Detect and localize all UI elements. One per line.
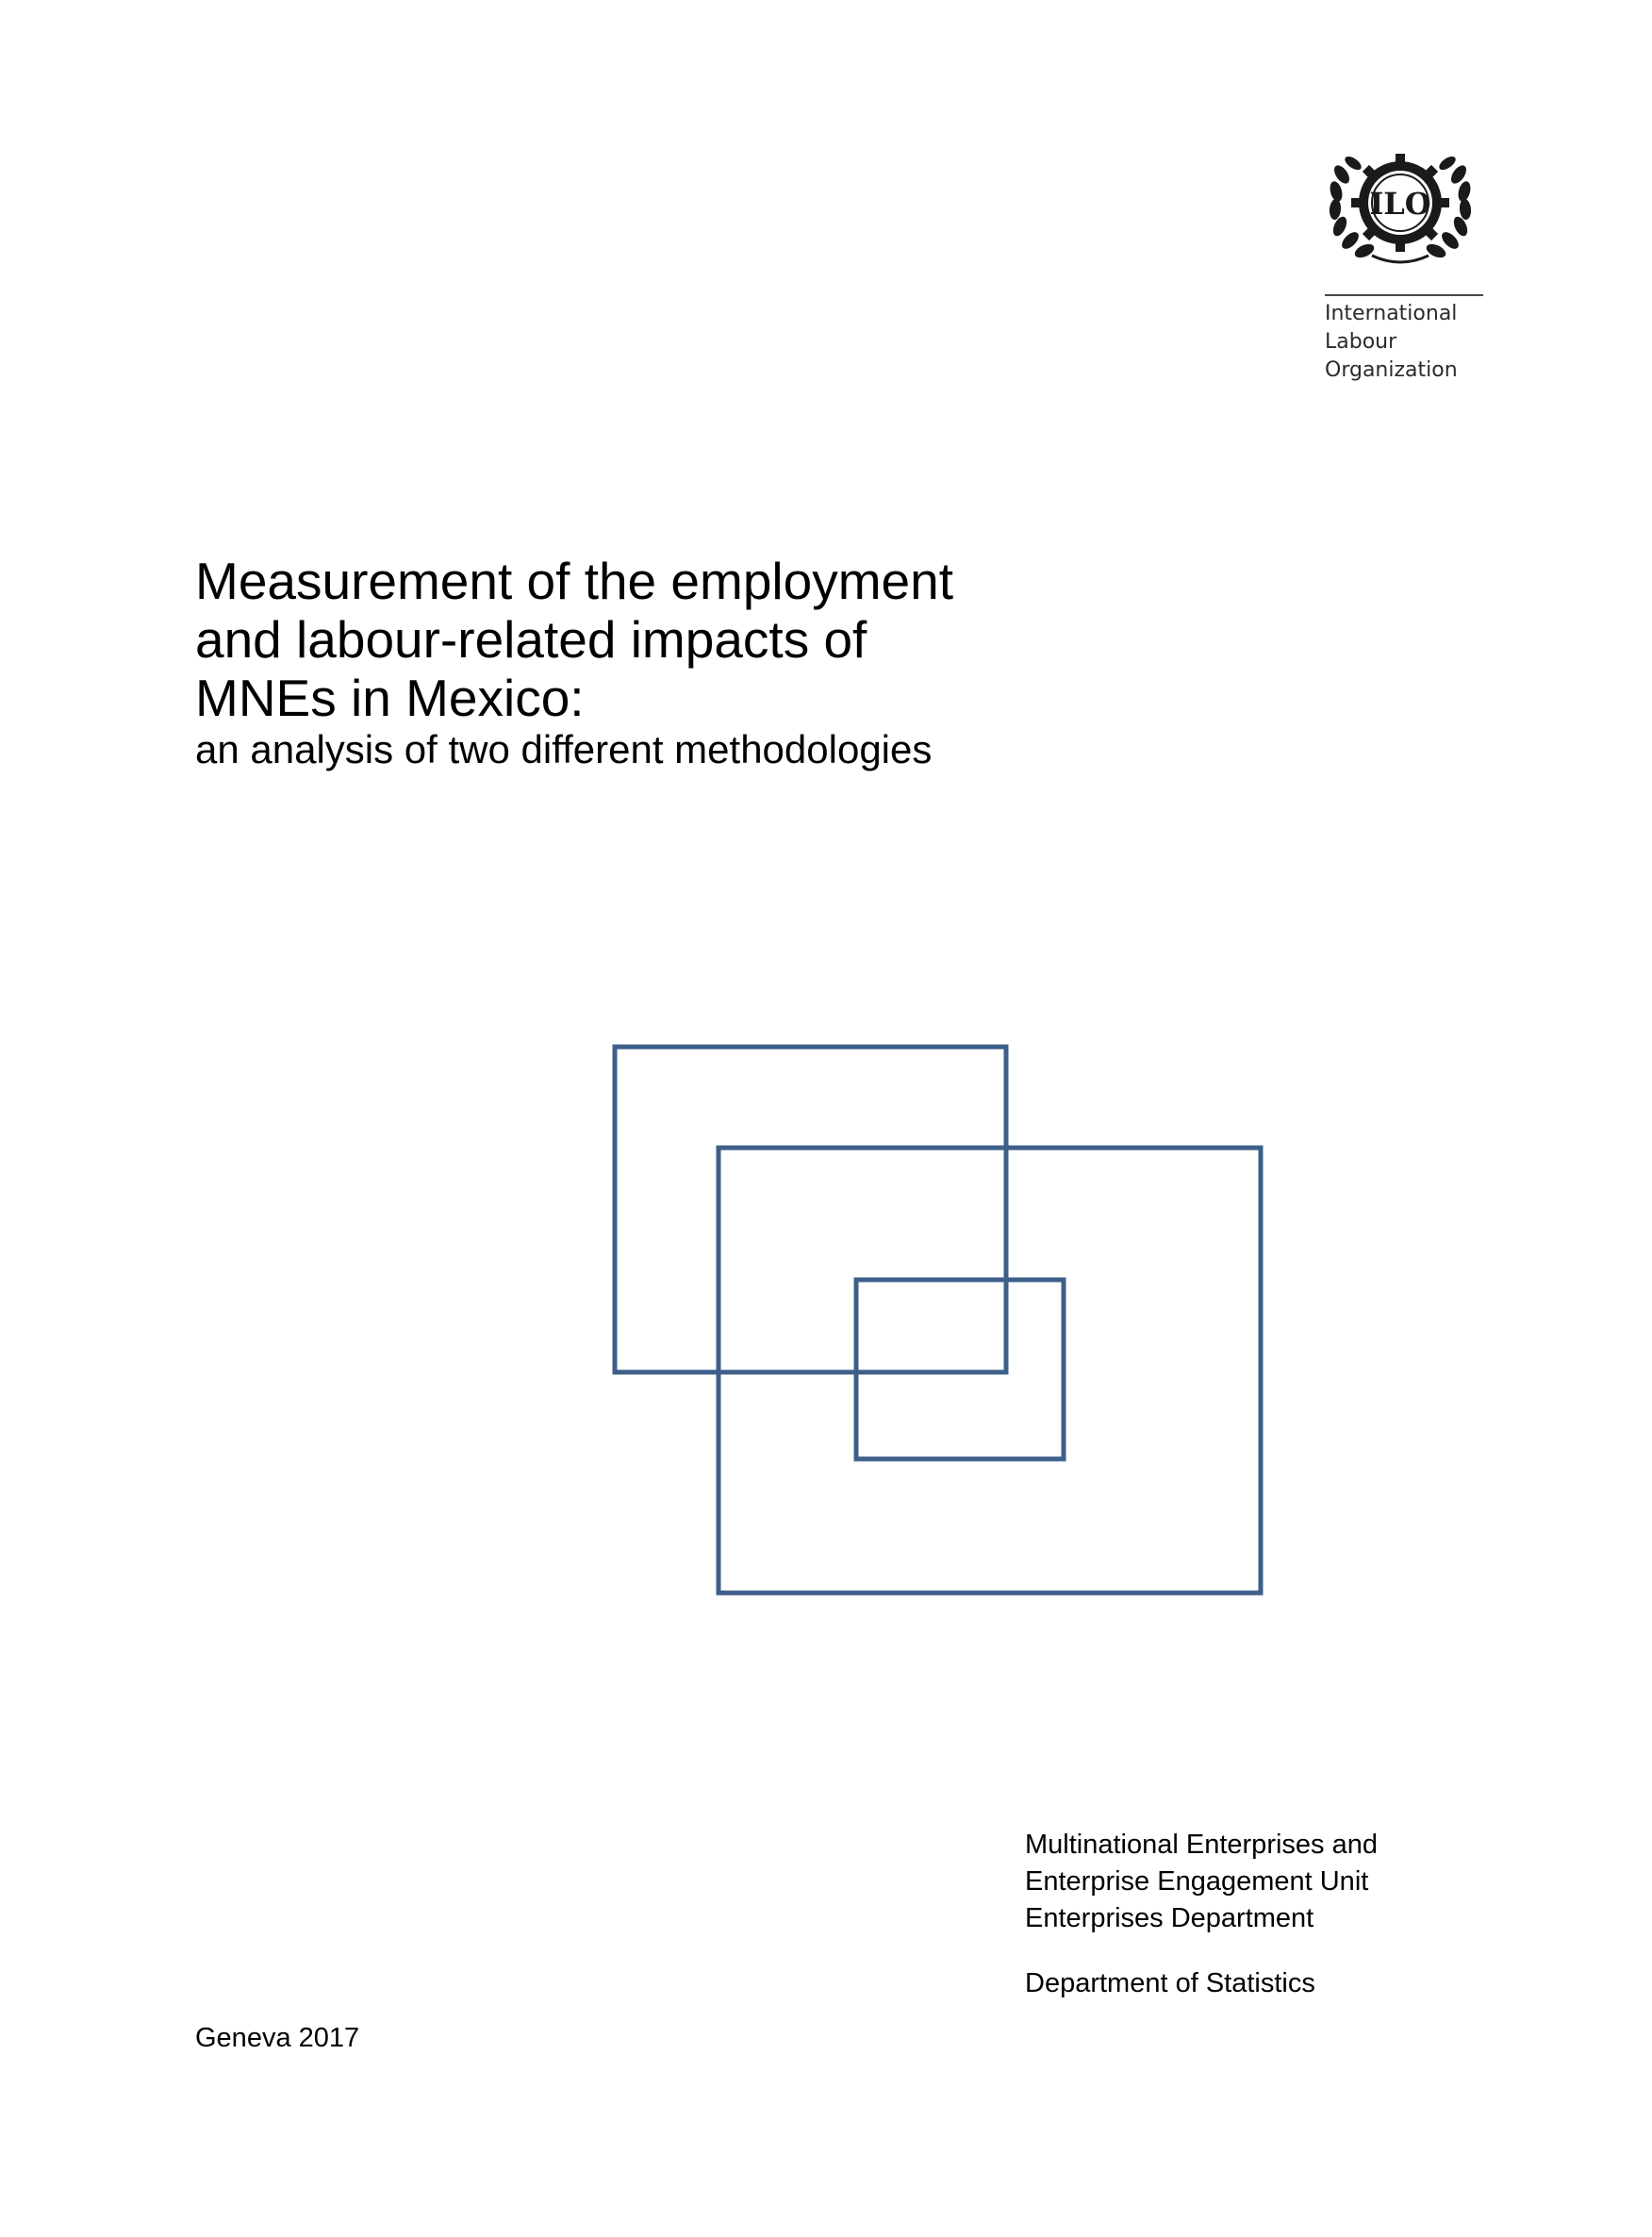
ilo-emblem-text: ILO <box>1369 186 1431 222</box>
statistics-department: Department of Statistics <box>1025 1968 1315 1998</box>
title-line: MNEs in Mexico: <box>195 669 585 727</box>
logo-divider <box>1325 294 1483 296</box>
unit-line: Enterprise Engagement Unit <box>1025 1866 1369 1897</box>
unit-line: Enterprises Department <box>1025 1903 1314 1933</box>
place-date: Geneva 2017 <box>195 2023 360 2053</box>
department-info <box>1025 1827 1553 2002</box>
spacer <box>1025 1937 1553 1965</box>
title-line: and labour-related impacts of <box>195 610 867 669</box>
ilo-logo <box>1325 137 1485 391</box>
document-subtitle: an analysis of two different methodologies <box>195 727 933 771</box>
square-small <box>856 1280 1064 1459</box>
document-title <box>195 552 1327 774</box>
title-line: Measurement of the employment <box>195 552 953 610</box>
unit-line: Multinational Enterprises and <box>1025 1830 1378 1860</box>
logo-line: International <box>1325 302 1458 325</box>
logo-line: Organization <box>1325 358 1458 382</box>
square-top-left <box>615 1047 1006 1372</box>
overlapping-squares-icon <box>603 1037 1282 1622</box>
logo-wordmark <box>1325 300 1485 385</box>
logo-line: Labour <box>1325 330 1397 354</box>
ilo-emblem-icon <box>1325 137 1476 269</box>
